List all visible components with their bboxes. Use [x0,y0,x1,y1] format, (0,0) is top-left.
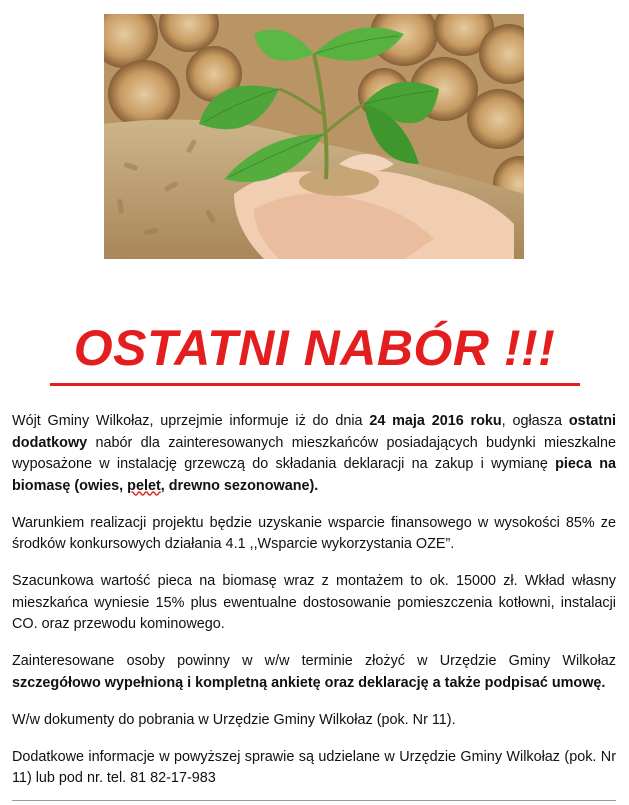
seedling-hands-icon [104,14,524,259]
paragraph-4 [12,651,616,694]
headline-underline [50,383,580,386]
p1-bold-2: ostatni dodatkowy [12,413,616,451]
p1-deadline: 24 maja 2016 roku [369,413,502,429]
header-photo [104,14,524,259]
p1-bold-3u: pelet [127,477,161,494]
p1-text-2: , ogłasza [501,413,569,429]
page-bottom-divider [12,800,616,801]
p1-text-3: nabór dla zainteresowanych mieszkańców posiadających budynki mieszkalne wyposażone w instalację grzewczą do składania deklaracji na zakup i wymianę [12,434,616,472]
paragraph-3: Szacunkowa wartość pieca na biomasę wraz z montażem to ok. 15000 zł. Wkład własny mieszkańca wyniesie 15% plus ewentualne dostosowanie pomieszczenia kotłowni, instalacji CO. oraz przewodu kominowego. [12,573,616,632]
announcement-headline: OSTATNI NABÓR !!! [73,320,556,376]
p1-bold-3b: , drewno sezonowane). [160,477,319,494]
paragraph-6: Dodatkowe informacje w powyższej sprawie są udzielane w Urzędzie Gminy Wilkołaz (pok. Nr 11) lub pod nr. tel. 81 82-17-983 [12,748,616,786]
paragraph-5: W/w dokumenty do pobrania w Urzędzie Gminy Wilkołaz (pok. Nr 11). [12,711,456,728]
p1-text-1: Wójt Gminy Wilkołaz, uprzejmie informuje iż do dnia [12,413,370,429]
p1-bold-3a: pieca na biomasę (owies, [12,456,616,494]
p4-bold-1: szczegółowo wypełnioną i kompletną ankietę oraz deklarację a także podpisać umowę. [12,674,606,691]
paragraph-2: Warunkiem realizacji projektu będzie uzyskanie wsparcie finansowego w wysokości 85% ze środków konkursowych działania 4.1 ,,Wsparcie wykorzystania OZE”. [12,514,616,552]
announcement-body [12,411,616,805]
paragraph-1 [12,411,616,497]
p4-text-1: Zainteresowane osoby powinny w w/w terminie złożyć w Urzędzie Gminy Wilkołaz [12,653,616,669]
